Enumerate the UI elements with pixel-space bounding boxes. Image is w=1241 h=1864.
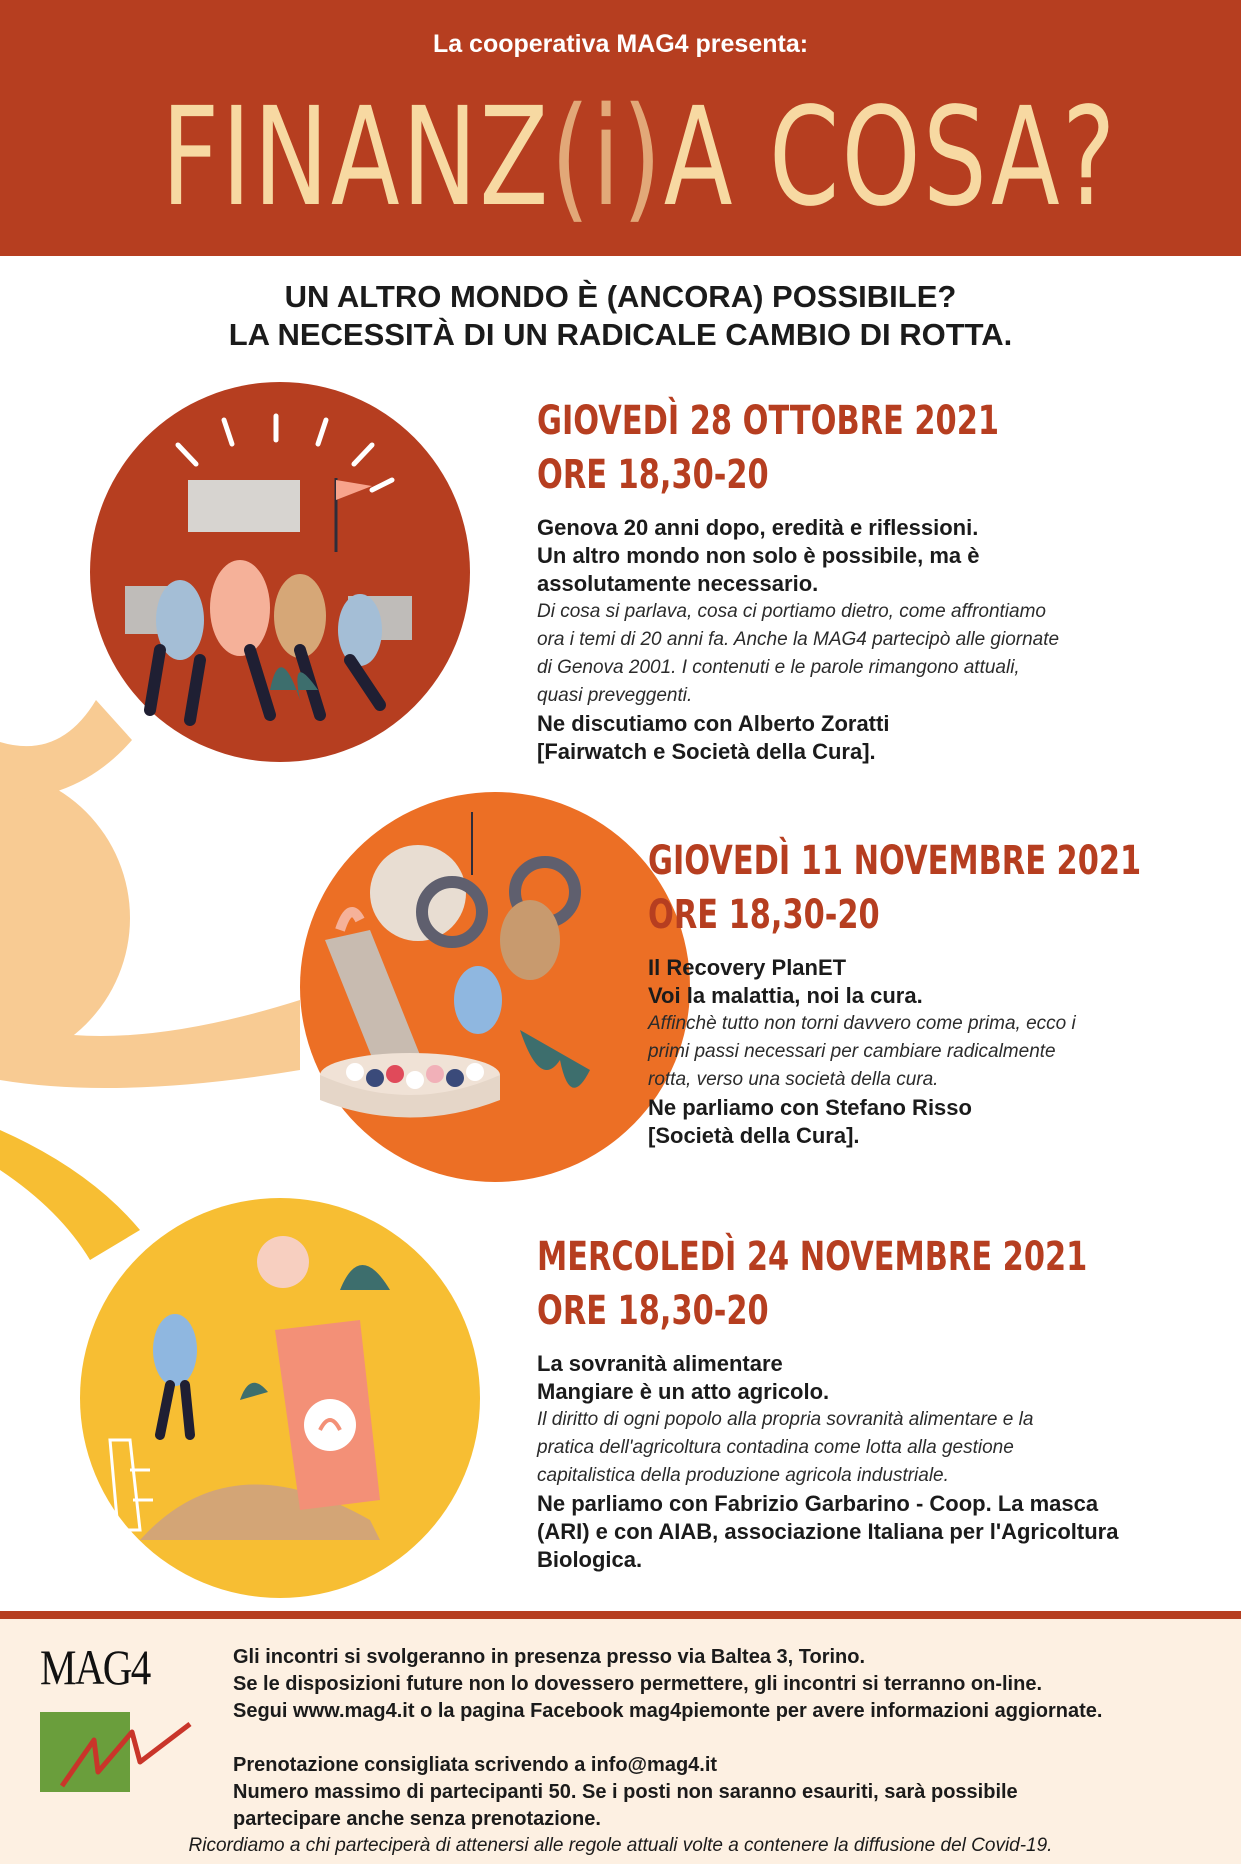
event-3-description [537,1406,1227,1490]
event-1-desc-line: quasi preveggenti. [537,685,693,706]
event-1-title-line: assolutamente necessario. [537,571,819,596]
presenter-line: La cooperativa MAG4 presenta: [432,30,809,58]
event-2 [648,834,1228,1150]
event-2-title-line: Voi la malattia, noi la cura. [648,983,923,1008]
booking-info [233,1752,1223,1833]
event-2-guest-line: [Società della Cura]. [648,1123,860,1148]
event-1-description [537,598,1227,710]
venue-info [233,1644,1223,1725]
connector-bottom [0,1130,140,1260]
title-part-2: A COSA? [663,79,1118,237]
event-3-desc-line: pratica dell'agricoltura contadina come lotta alla gestione [537,1437,1014,1458]
moon-circle [370,845,466,941]
event-1-title-line: Un altro mondo non solo è possibile, ma è [537,543,980,568]
event-1-date: GIOVEDÌ 28 OTTOBRE 2021 [537,398,999,444]
title-letter-i: i [592,79,623,237]
event-1-desc-line: di Genova 2001. I contenuti e le parole rimangono attuali, [537,657,1020,678]
event-3-desc-line: Il diritto di ogni popolo alla propria sovranità alimentare e la [537,1409,1034,1430]
event-1-desc-line: Di cosa si parlava, cosa ci portiamo dietro, come affrontiamo [537,601,1046,622]
booking-info-line: Numero massimo di partecipanti 50. Se i posti non saranno esauriti, sarà possibile [233,1781,1018,1803]
event-3-time: ORE 18,30-20 [537,1288,769,1334]
protest-banner [188,480,300,532]
event-3-title-line: La sovranità alimentare [537,1351,783,1376]
event-1-guest-line: Ne discutiamo con Alberto Zoratti [537,711,890,736]
booking-info-line: Prenotazione consigliata scrivendo a info@mag4.it [233,1754,718,1776]
venue-info-line: Se le disposizioni future non lo dovessero permettere, gli incontri si terranno on-line. [233,1673,1043,1695]
title-paren-close: ) [622,79,664,237]
event-1-title [537,514,1227,598]
event-3-guest-line: Biologica. [537,1547,643,1572]
event-3 [537,1230,1227,1574]
event-2-desc-line: primi passi necessari per cambiare radicalmente [648,1041,1056,1062]
event-2-desc-line: rotta, verso una società della cura. [648,1069,939,1090]
venue-info-line: Segui www.mag4.it o la pagina Facebook mag4piemonte per avere informazioni aggiornate. [233,1700,1103,1722]
event-2-desc-line: Affinchè tutto non torni davvero come prima, ecco i [648,1013,1076,1034]
title-part-1: FINANZ [161,79,551,237]
illustration-protest [90,382,470,762]
event-2-description [648,1010,1228,1094]
event-2-title-line: Il Recovery PlanET [648,955,847,980]
event-3-guest [537,1490,1227,1574]
event-2-title [648,954,1228,1010]
event-3-guest-line: Ne parliamo con Fabrizio Garbarino - Coop. La masca [537,1491,1099,1516]
booking-info-line: partecipare anche senza prenotazione. [233,1808,601,1830]
covid-note: Ricordiamo a chi parteciperà di attenersi alle regole attuali volte a contenere la diffusione del Covid-19. [188,1835,1053,1856]
mag4-logo-mark [40,1712,195,1792]
title-paren-open: ( [550,79,593,237]
event-2-guest-line: Ne parliamo con Stefano Risso [648,1095,972,1120]
event-1-title-line: Genova 20 anni dopo, eredità e riflessioni. [537,515,979,540]
event-2-time: ORE 18,30-20 [648,892,880,938]
event-1-guest [537,710,1227,766]
event-3-title [537,1350,1227,1406]
sun-circle [257,1236,309,1288]
mag4-logo-text: MAG4 [40,1639,150,1695]
peach-half-circle [0,768,130,1068]
event-1-time: ORE 18,30-20 [537,452,769,498]
event-1 [537,394,1227,766]
event-2-date: GIOVEDÌ 11 NOVEMBRE 2021 [648,838,1142,884]
subtitle-line-2: LA NECESSITÀ DI UN RADICALE CAMBIO DI ROTTA. [228,317,1013,352]
illustration-farming [80,1198,480,1598]
event-3-title-line: Mangiare è un atto agricolo. [537,1379,830,1404]
venue-info-line: Gli incontri si svolgeranno in presenza presso via Baltea 3, Torino. [233,1646,866,1668]
event-3-guest-line: (ARI) e con AIAB, associazione Italiana per l'Agricoltura [537,1519,1119,1544]
event-3-desc-line: capitalistica della produzione agricola industriale. [537,1465,949,1486]
event-1-guest-line: [Fairwatch e Società della Cura]. [537,739,876,764]
footer-divider [0,1611,1241,1619]
event-1-desc-line: ora i temi di 20 anni fa. Anche la MAG4 partecipò alle giornate [537,629,1060,650]
illustration-playground [300,792,690,1182]
subtitle-line-1: UN ALTRO MONDO È (ANCORA) POSSIBILE? [284,279,957,314]
event-2-guest [648,1094,1228,1150]
connector-top [0,700,132,800]
event-3-date: MERCOLEDÌ 24 NOVEMBRE 2021 [537,1234,1088,1280]
